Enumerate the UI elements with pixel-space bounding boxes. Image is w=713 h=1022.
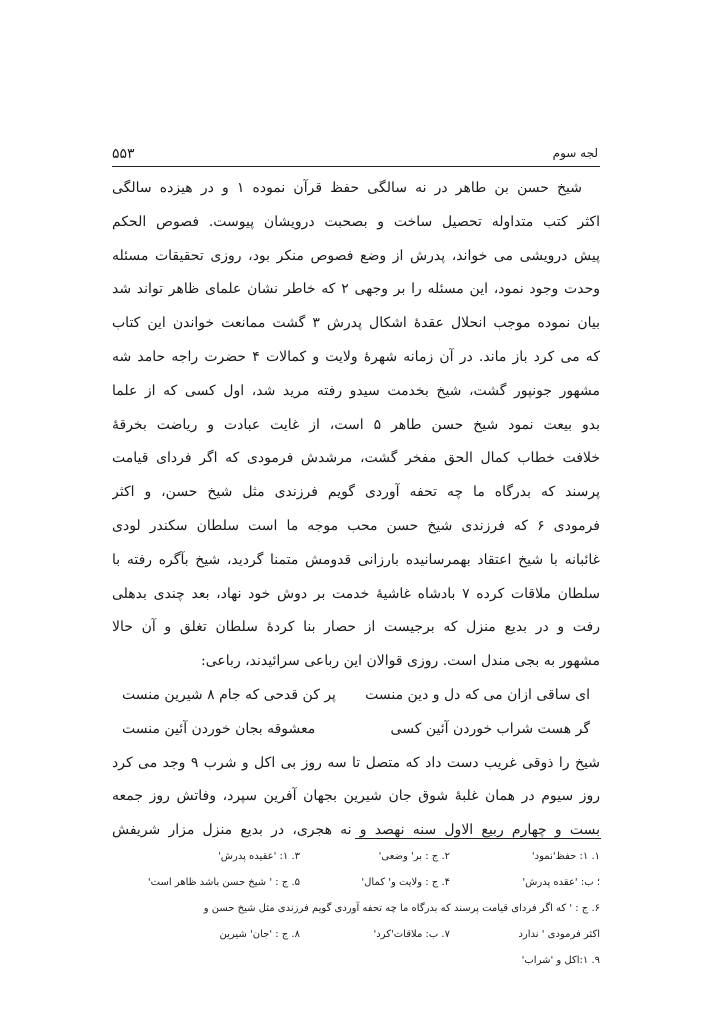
footnote: ۷. ب: ملاقات'کرد' xyxy=(373,929,450,940)
verse-couplet xyxy=(112,679,600,713)
verse-couplet xyxy=(112,713,600,747)
main-text xyxy=(112,172,600,848)
footnote: ۴. ج : ولایت و' کمال' xyxy=(361,877,450,888)
text-line: غائبانه با شیخ اعتقاد بهمرسانیده بارزانی قدومش متمنا گردید، شیخ بآگره رفته با xyxy=(112,551,600,568)
text-line: بست و چهارم ربیع الاول سنه نهصد و نه هجری، در بدیع منزل مزار شریفش xyxy=(112,822,600,839)
text-line: مشهور به بجی مندل است. روزی قوالان این رباعی سرائیدند، رباعی: xyxy=(201,653,600,670)
verse-hemistich: ای ساقی ازان می که دل و دین منست xyxy=(365,686,590,703)
text-line: رفت و در بدیع منزل که برجیست از حصار بنا کردهٔ سلطان تغلق و آن حالا xyxy=(112,619,600,636)
header-rule xyxy=(112,166,600,167)
text-line: وحدت وجود نمود، این مسئله را بر وجهی ۲ که خاطر نشان علمای ظاهر تواند شد xyxy=(112,281,600,298)
text-line: پرسند که بدرگاه ما چه تحفه آوردی گویم فرزندی مثل شیخ حسن، و اکثر xyxy=(112,484,600,501)
footnote: ؛ ب: 'عقده پدرش' xyxy=(522,877,600,888)
footnote-row xyxy=(112,922,600,948)
text-line: مشهور جونپور گشت، شیخ بخدمت سیدو رفته مرید شد، اول کسی که از علما xyxy=(112,382,600,399)
page-number: ۵۵۳ xyxy=(112,146,135,162)
verse-hemistich: پر کن قدحی که جام ۸ شیرین منست xyxy=(122,686,336,703)
footnote-row xyxy=(112,870,600,896)
verse-hemistich: معشوقه بجان خوردن آئین منست xyxy=(122,720,316,737)
text-line: شیخ حسن بن طاهر در نه سالگی حفظ قرآن نموده ۱ و در هیزده سالگی xyxy=(112,180,582,196)
footnote-rule xyxy=(355,838,601,839)
text-line: سلطان ملاقات کرده ۷ بادشاه غاشیهٔ خدمت بر دوش خود نهاد، بعد چندی بدهلی xyxy=(112,585,600,602)
footnote: ۶. ج : ' که اگر فردای قیامت پرسند که بدرگاه ما چه تحفه آوردی گویم فرزندی مثل شیخ حسن و xyxy=(203,903,600,914)
text-line: فرمودی ۶ که فرزندی شیخ حسن محب موجه ما است سلطان سکندر لودی xyxy=(112,517,600,534)
footnote: اکثر فرمودی ' ندارد xyxy=(518,929,600,940)
running-title: لجه سوم xyxy=(552,146,598,160)
text-line: پیش درویشی می خواند، پدرش از وضع فصوص منکر بود، روزی تحقیقات مسئله xyxy=(112,247,600,264)
text-line: بدو بیعت نمود شیخ حسن طاهر ۵ است، از غایت عبادت و ریاضت بخرقهٔ xyxy=(112,416,600,433)
text-line: خلافت خطاب کمال الحق مفخر گشت، مرشدش فرمودی که اگر فردای قیامت xyxy=(112,450,600,467)
text-line: که می کرد باز ماند. در آن زمانه شهرهٔ ولایت و کمالات ۴ حضرت راجه حامد شه xyxy=(112,348,600,365)
verse-hemistich: گر هست شراب خوردن آئین کسی xyxy=(390,720,590,737)
footnote: ۳. ۱: 'عقیده پدرش' xyxy=(218,851,300,862)
footnotes xyxy=(112,844,600,974)
footnote: ۹. ۱:اکل و 'شراب' xyxy=(521,955,600,966)
text-line: اکثر کتب متداوله تحصیل ساخت و بصحبت درویشان پیوست. فصوص الحکم xyxy=(112,213,600,230)
text-line: بیان نموده موجب انحلال عقدهٔ اشکال پدرش ۳ گشت ممانعت خواندن این کتاب xyxy=(112,315,600,332)
footnote: ۵. ج : ' شیخ حسن باشد ظاهر است' xyxy=(147,877,300,888)
footnote-row xyxy=(112,844,600,870)
text-line: روز سیوم در همان غلبهٔ شوق جان شیرین بجهان آفرین سپرد، وفاتش روز جمعه xyxy=(112,788,600,805)
footnote: ۱. ۱: حفظ'نمود' xyxy=(531,851,600,862)
footnote: ۸. ج : 'جان' شیرین xyxy=(219,929,300,940)
footnote: ۲. ج : بر' وضعی' xyxy=(378,851,450,862)
text-line: شیخ را ذوقی غریب دست داد که متصل تا سه روز بی اکل و شرب ۹ وجد می کرد xyxy=(112,754,600,771)
